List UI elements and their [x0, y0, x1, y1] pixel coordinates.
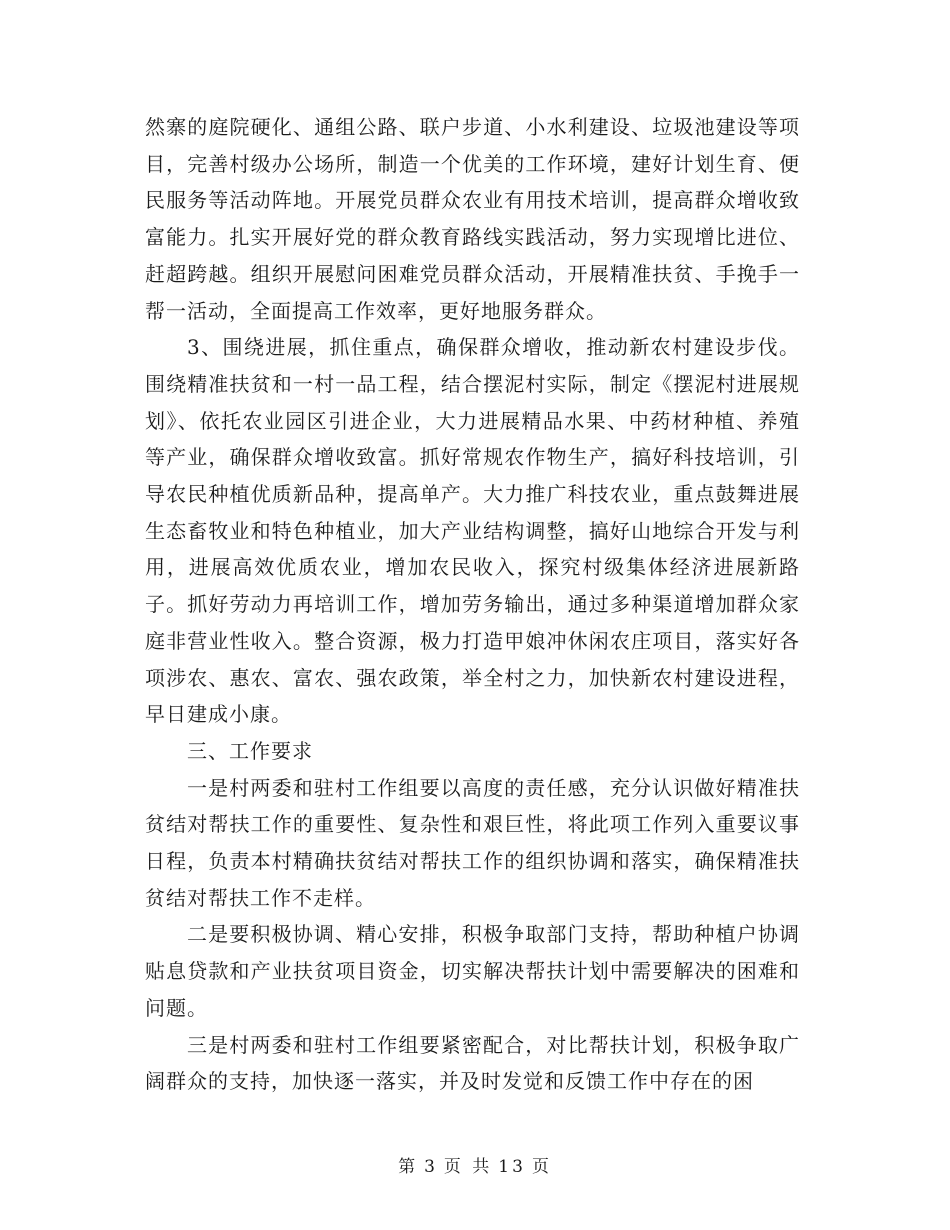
page-body [145, 109, 800, 1100]
paragraph-requirement-3: 三是村两委和驻村工作组要紧密配合，对比帮扶计划，积极争取广阔群众的支持，加快逐一落实，并及时发觉和反馈工作中存在的困 [145, 1032, 800, 1094]
page-footer [0, 1152, 950, 1177]
paragraph-continuation: 然寨的庭院硬化、通组公路、联户步道、小水利建设、垃圾池建设等项目，完善村级办公场所，制造一个优美的工作环境，建好计划生育、便民服务等活动阵地。开展党员群众农业有用技术培训，提高群众增收致富能力。扎实开展好党的群众教育路线实践活动，努力实现增比进位、赶超跨越。组织开展慰问困难党员群众活动，开展精准扶贫、手挽手一帮一活动，全面提高工作效率，更好地服务群众。 [145, 115, 800, 323]
footer-total-pages: 13 [498, 1157, 526, 1177]
footer-current-page: 3 [424, 1157, 438, 1177]
paragraph-requirement-2: 二是要积极协调、精心安排，积极争取部门支持，帮助种植户协调贴息贷款和产业扶贫项目资金，切实解决帮扶计划中需要解决的困难和问题。 [145, 922, 800, 1020]
footer-prefix: 第 [398, 1157, 419, 1177]
footer-middle: 页 共 [443, 1157, 493, 1177]
paragraph-requirement-1: 一是村两委和驻村工作组要以高度的责任感，充分认识做好精准扶贫结对帮扶工作的重要性、复杂性和艰巨性，将此项工作列入重要议事日程，负责本村精确扶贫结对帮扶工作的组织协调和落实，确保精准扶贫结对帮扶工作不走样。 [145, 775, 800, 910]
section-heading-work-requirements: 三、工作要求 [187, 738, 313, 763]
footer-suffix: 页 [531, 1157, 552, 1177]
paragraph-item-3: 3、围绕进展，抓住重点，确保群众增收，推动新农村建设步伐。围绕精准扶贫和一村一品工程，结合摆泥村实际，制定《摆泥村进展规划》、依托农业园区引进企业，大力进展精品水果、中药材种植、养殖等产业，确保群众增收致富。抓好常规农作物生产，搞好科技培训，引导农民种植优质新品种，提高单产。大力推广科技农业，重点鼓舞进展生态畜牧业和特色种植业，加大产业结构调整，搞好山地综合开发与利用，进展高效优质农业，增加农民收入，探究村级集体经济进展新路子。抓好劳动力再培训工作，增加劳务输出，通过多种渠道增加群众家庭非营业性收入。整合资源，极力打造甲娘冲休闲农庄项目，落实好各项涉农、惠农、富农、强农政策，举全村之力，加快新农村建设进程，早日建成小康。 [145, 335, 800, 727]
